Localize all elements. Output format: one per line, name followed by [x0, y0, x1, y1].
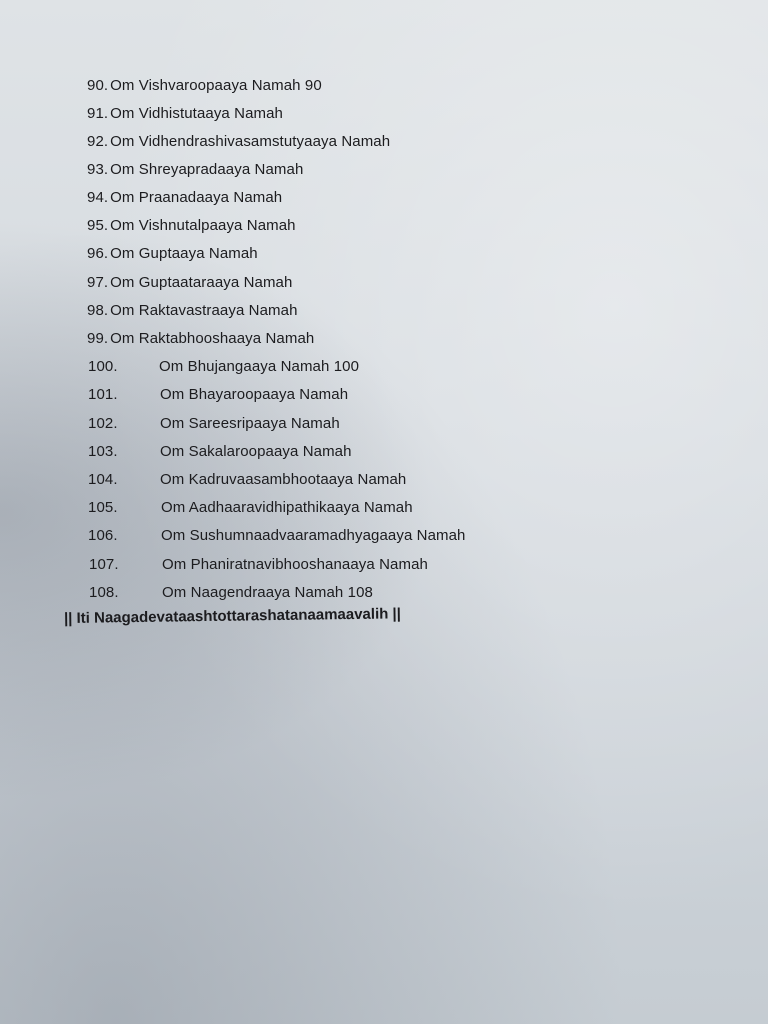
item-text: Om Aadhaaravidhipathikaaya Namah	[161, 499, 413, 516]
list-item	[87, 77, 322, 95]
item-number: 100.	[88, 358, 118, 375]
item-number: 97.	[87, 274, 109, 291]
item-text: Om Vishvaroopaaya Namah 90	[110, 77, 322, 94]
item-number: 91.	[87, 105, 109, 122]
item-number: 101.	[88, 386, 118, 403]
item-text: Om Bhayaroopaaya Namah	[160, 386, 349, 403]
item-number: 104.	[88, 471, 118, 488]
item-text: Om Vidhistutaaya Namah	[110, 105, 283, 122]
item-number: 98.	[87, 302, 109, 319]
item-text: Om Guptaataraaya Namah	[110, 274, 293, 291]
item-text: Om Praanadaaya Namah	[110, 189, 283, 206]
list-item	[87, 274, 292, 292]
item-text: Om Bhujangaaya Namah 100	[159, 358, 360, 375]
item-number: 92.	[87, 133, 109, 150]
item-text: Om Shreyapradaaya Namah	[110, 161, 304, 178]
list-item	[87, 189, 282, 207]
item-text: Om Phaniratnavibhooshanaaya Namah	[162, 556, 428, 573]
list-item	[87, 330, 314, 348]
item-number: 93.	[87, 161, 109, 178]
item-number: 108.	[89, 584, 119, 601]
item-text: Om Naagendraaya Namah 108	[162, 584, 373, 601]
item-text: Om Raktabhooshaaya Namah	[110, 330, 315, 347]
list-item	[87, 133, 390, 151]
item-number: 107.	[89, 556, 119, 573]
list-item	[87, 302, 298, 320]
item-number: 94.	[87, 189, 109, 206]
item-number: 95.	[87, 217, 109, 234]
item-number: 105.	[88, 499, 118, 516]
item-number: 99.	[87, 330, 109, 347]
item-number: 102.	[88, 415, 118, 432]
item-number: 103.	[88, 443, 118, 460]
item-text: Om Vishnutalpaaya Namah	[110, 217, 296, 234]
item-text: Om Sushumnaadvaaramadhyagaaya Namah	[161, 527, 466, 544]
list-item	[87, 105, 283, 123]
item-text: Om Sareesripaaya Namah	[160, 415, 340, 432]
item-text: Om Sakalaroopaaya Namah	[160, 443, 352, 460]
item-number: 96.	[87, 245, 109, 262]
item-text: Om Kadruvaasambhootaaya Namah	[160, 471, 407, 488]
list-item	[87, 245, 258, 263]
item-number: 90.	[87, 77, 109, 94]
item-text: Om Raktavastraaya Namah	[110, 302, 298, 319]
item-text: Om Vidhendrashivasamstutyaaya Namah	[110, 133, 391, 150]
list-item	[87, 217, 296, 235]
closing-line: || Iti Naagadevataashtottarashatanaamaavalih ||	[63, 605, 402, 627]
item-text: Om Guptaaya Namah	[110, 245, 258, 262]
item-number: 106.	[88, 527, 118, 544]
list-item	[87, 161, 303, 179]
